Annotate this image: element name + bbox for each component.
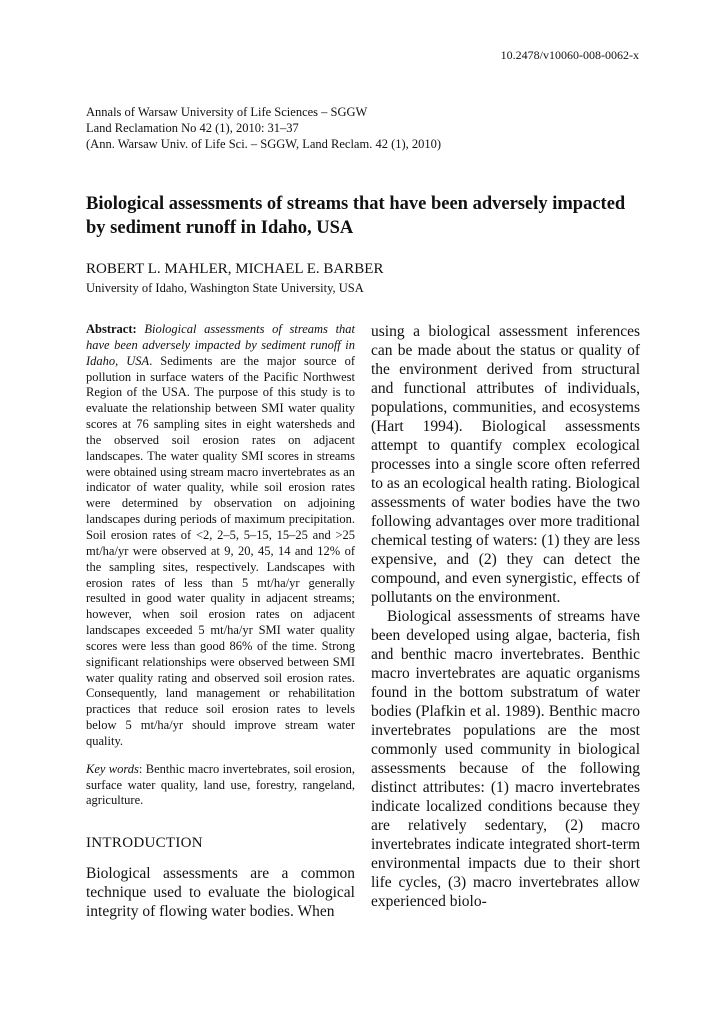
abstract-label: Abstract: <box>86 322 137 336</box>
journal-abbrev: (Ann. Warsaw Univ. of Life Sci. – SGGW, Land Reclam. 42 (1), 2010) <box>86 137 442 151</box>
introduction-paragraph: Biological assessments are a common technique used to evaluate the biological integrity of flowing water bodies. When <box>86 865 355 921</box>
left-column <box>86 322 355 921</box>
authors: ROBERT L. MAHLER, MICHAEL E. BARBER <box>86 261 384 277</box>
abstract <box>86 322 355 750</box>
body-paragraph-1: using a biological assessment inferences can be made about the status or quality of the environment derived from structural and functional attributes of individuals, populations, communities, and ecosystems (Hart 1994). Biological assessments attempt to quantify complex ecological processes into a single score often referred to as an ecological health rating. Biological assessments of water bodies have the two following advantages over more traditional chemical testing of waters: (1) they are less expensive, and (2) they can detect the compound, and even synergistic, effects of pollutants on the environment. <box>371 323 641 606</box>
introduction-heading: INTRODUCTION <box>86 835 203 852</box>
abstract-text: . Sediments are the major source of pollution in surface waters of the Pacific Northwest Region of the USA. The purpose of this study is to evaluate the relationship between SMI water quality scores at 76 sampling sites in eight watersheds and the observed soil erosion rates on adjacent landscapes. The water quality SMI scores in streams were obtained using stream macro invertebrates as an indicator of water quality, while soil erosion rates were determined by observation on adjoining landscapes during periods of maximum precipitation. Soil erosion rates of <2, 2–5, 5–15, 15–25 and >25 mt/ha/yr were observed at 9, 20, 45, 14 and 12% of the sampling sites, respectively. Landscapes with erosion rates of less than 5 mt/ha/yr generally resulted in good water quality in adjacent streams; however, when soil erosion rates on adjacent landscapes exceeded 5 mt/ha/yr SMI water quality scores were less than good 86% of the time. Strong significant relationships were observed between SMI water quality rating and observed soil erosion rates. Consequently, land management or rehabilitation practices that reduce soil erosion rates to levels below 5 mt/ha/yr should improve stream water quality. <box>86 353 355 748</box>
affiliation: University of Idaho, Washington State University, USA <box>86 281 364 295</box>
keywords-label: Key words <box>86 761 139 776</box>
right-column <box>371 322 640 911</box>
body-paragraph-2: Biological assessments of streams have been developed using algae, bacteria, fish and benthic macro invertebrates. Benthic macro invertebrates are aquatic organisms found in the bottom substratum of water bodies (Plafkin et al. 1989). Benthic macro invertebrates populations are the most commonly used community in biological assessments because of the following distinct attributes: (1) macro invertebrates indicate localized conditions because they are relatively sedentary, (2) macro invertebrates indicate integrated short-term environmental impacts due to their short life cycles, (3) macro invertebrates allow experienced biolo- <box>371 608 640 910</box>
journal-name: Annals of Warsaw University of Life Sciences – SGGW <box>86 105 368 119</box>
journal-info <box>86 104 441 152</box>
keywords-text: : Benthic macro invertebrates, soil erosion, surface water quality, land use, forestry, rangeland, agriculture. <box>86 761 355 808</box>
article-title: Biological assessments of streams that have been adversely impacted by sediment runoff in Idaho, USA <box>86 194 626 238</box>
journal-issue: Land Reclamation No 42 (1), 2010: 31–37 <box>86 121 299 135</box>
keywords <box>86 762 355 810</box>
abstract-title: Biological assessments of streams that have been adversely impacted by sediment runoff in Idaho, USA <box>86 322 356 368</box>
doi: 10.2478/v10060-008-0062-x <box>500 48 639 62</box>
